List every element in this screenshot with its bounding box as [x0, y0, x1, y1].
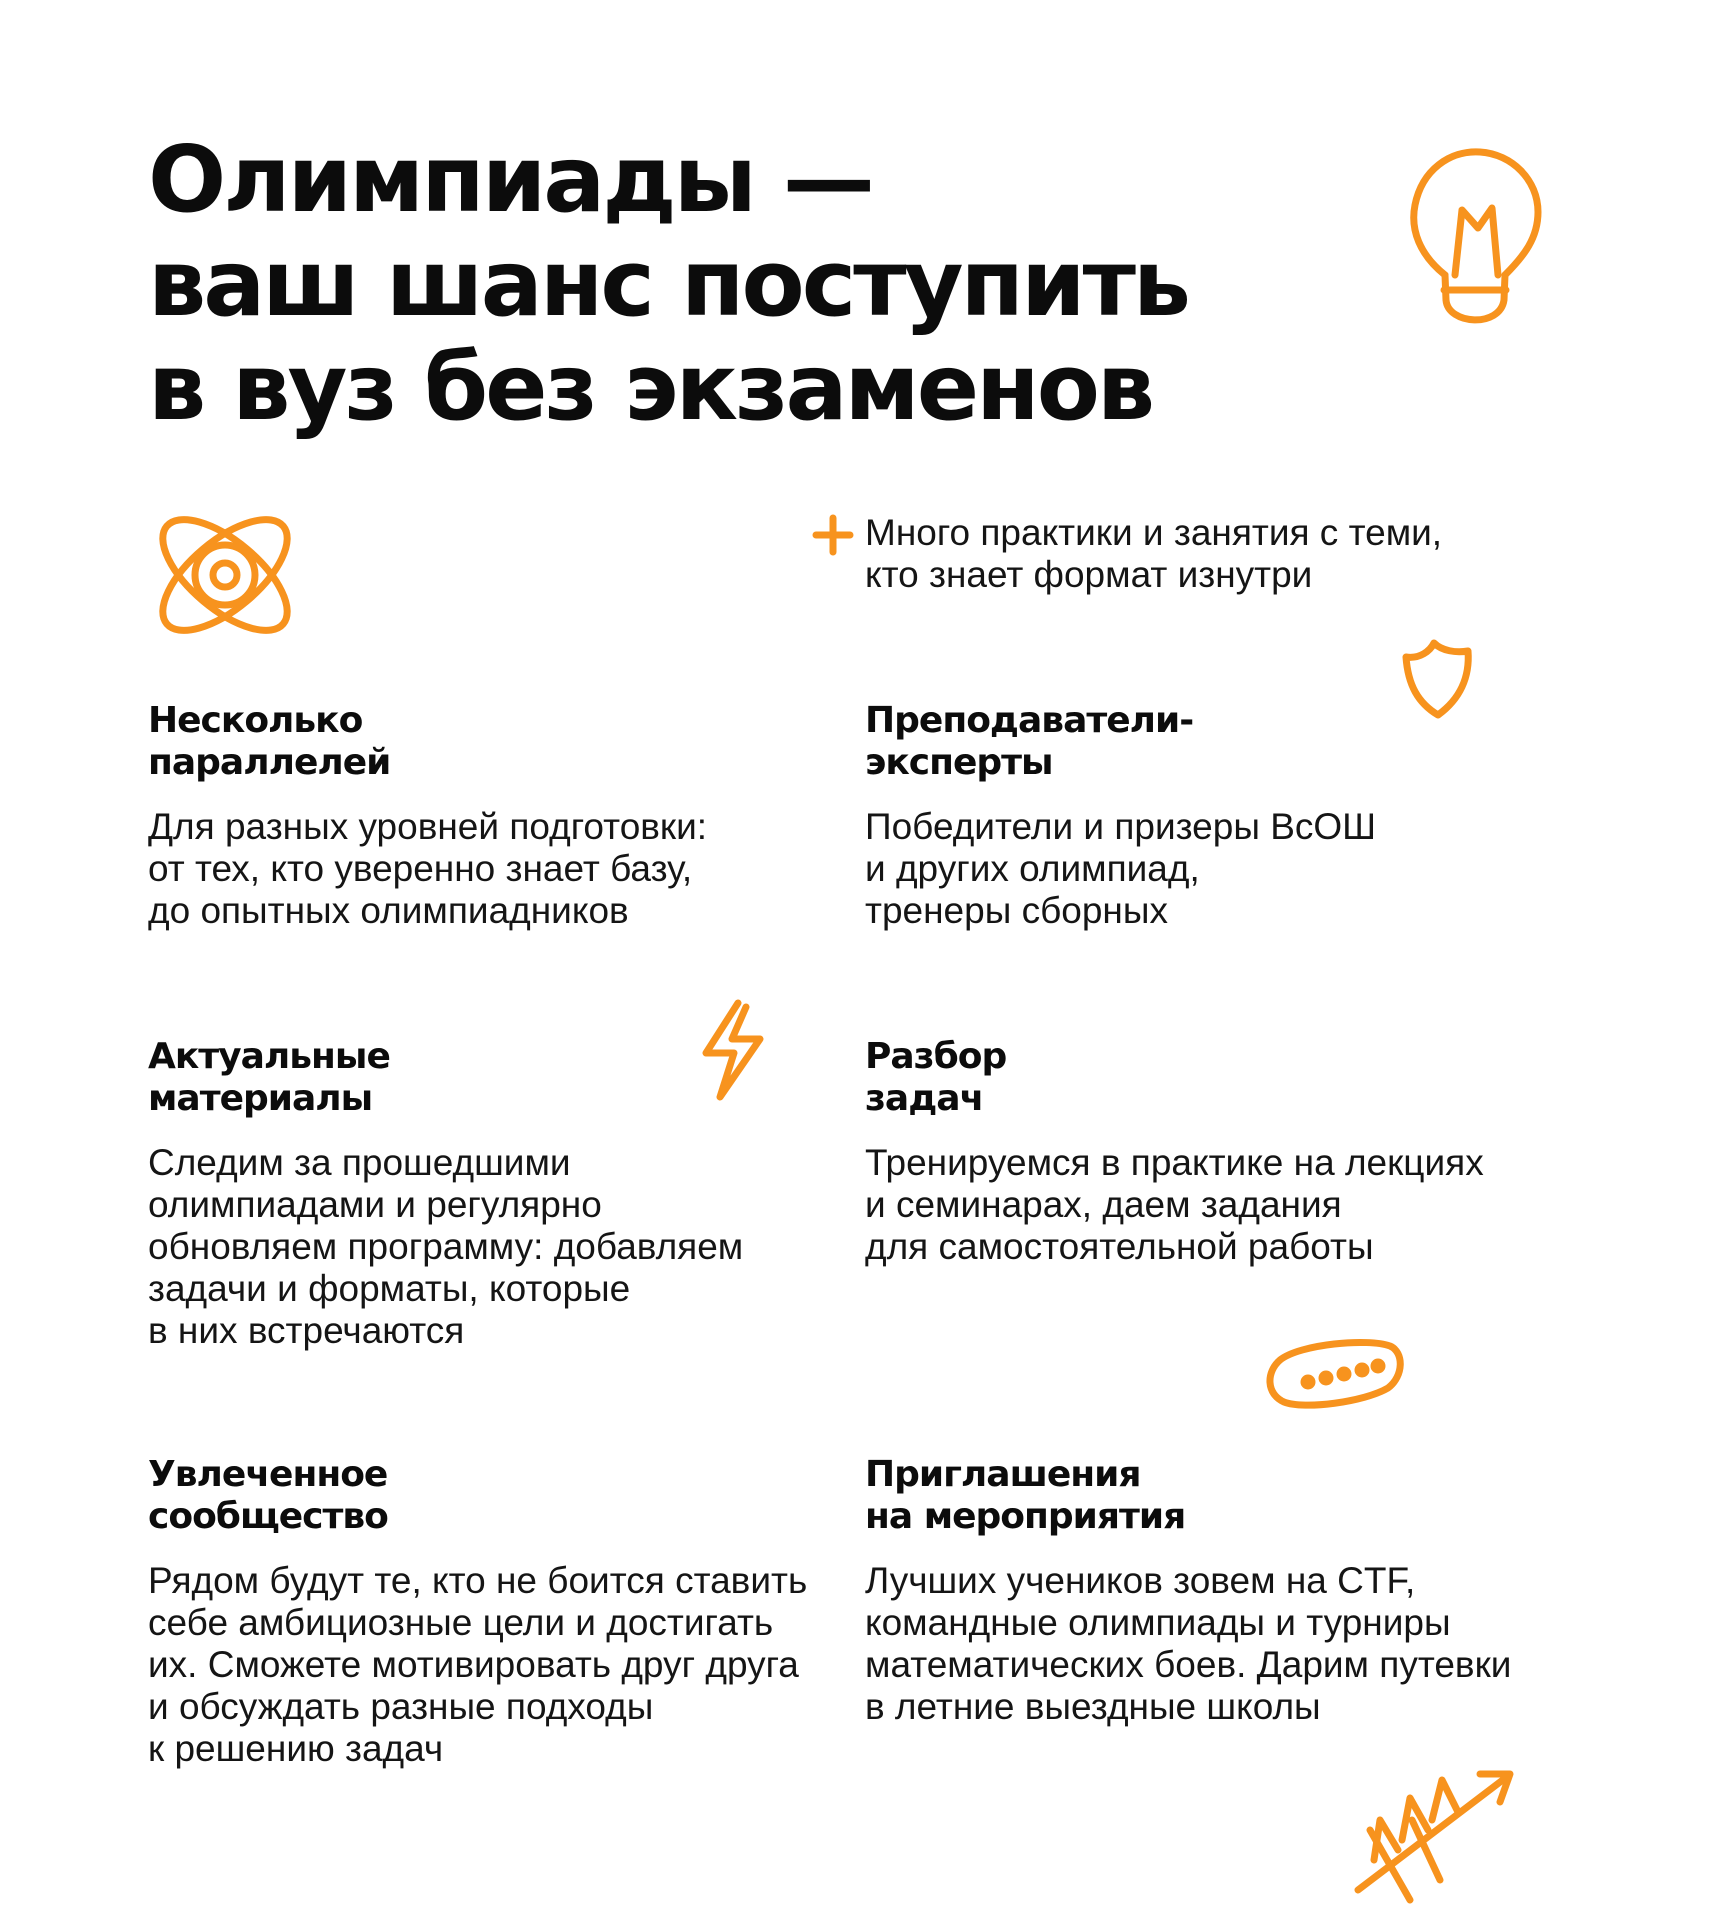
- feature-text-line: к решению задач: [148, 1728, 444, 1769]
- feature-text-line: тренеры сборных: [865, 890, 1168, 931]
- lightbulb-icon: [1400, 140, 1550, 340]
- feature-text: [865, 806, 1565, 932]
- feature-heading-line: Увлеченное: [148, 1454, 388, 1495]
- feature-text-line: себе амбициозные цели и достигать: [148, 1602, 774, 1643]
- practice-note: [865, 512, 1442, 596]
- feature-text-line: математических боев. Дарим путевки: [865, 1644, 1512, 1685]
- feature-text-line: Следим за прошедшими: [148, 1142, 571, 1183]
- feature-heading: [865, 700, 1565, 784]
- feature-text-line: до опытных олимпиадников: [148, 890, 629, 931]
- feature-heading-line: Несколько: [148, 700, 363, 741]
- feature-heading-line: Преподаватели-: [865, 700, 1194, 741]
- feature-text: [148, 806, 848, 932]
- note-line: кто знает формат изнутри: [865, 554, 1313, 595]
- feature-invitations: [865, 1454, 1565, 1728]
- growth-arrow-icon: [1340, 1740, 1540, 1910]
- feature-text-line: обновляем программу: добавляем: [148, 1226, 744, 1267]
- feature-materials: [148, 1036, 848, 1352]
- feature-text-line: Для разных уровней подготовки:: [148, 806, 708, 847]
- feature-experts: [865, 700, 1565, 932]
- feature-text: [865, 1560, 1565, 1728]
- feature-heading-line: задач: [865, 1078, 984, 1119]
- feature-heading: [148, 1454, 848, 1538]
- feature-text-line: Тренируемся в практике на лекциях: [865, 1142, 1484, 1183]
- feature-text-line: и обсуждать разные подходы: [148, 1686, 654, 1727]
- feature-text-line: Рядом будут те, кто не боится ставить: [148, 1560, 808, 1601]
- feature-problem-review: [865, 1036, 1565, 1268]
- feature-heading-line: эксперты: [865, 742, 1053, 783]
- feature-text-line: задачи и форматы, которые: [148, 1268, 631, 1309]
- feature-heading-line: Актуальные: [148, 1036, 390, 1077]
- plus-icon: [810, 512, 856, 558]
- atom-icon: [140, 490, 310, 660]
- feature-heading-line: на мероприятия: [865, 1496, 1186, 1537]
- feature-heading-line: Разбор: [865, 1036, 1007, 1077]
- note-line: Много практики и занятия с теми,: [865, 512, 1443, 553]
- feature-text-line: Победители и призеры ВсОШ: [865, 806, 1377, 847]
- title-line: ваш шанс поступить: [148, 230, 1189, 337]
- feature-heading: [148, 1036, 848, 1120]
- feature-heading: [865, 1454, 1565, 1538]
- feature-text-line: командные олимпиады и турниры: [865, 1602, 1451, 1643]
- feature-text-line: и семинарах, даем задания: [865, 1184, 1342, 1225]
- password-field-icon: [1260, 1330, 1410, 1420]
- feature-heading: [865, 1036, 1565, 1120]
- feature-community: [148, 1454, 848, 1770]
- feature-text-line: олимпиадами и регулярно: [148, 1184, 602, 1225]
- feature-parallels: [148, 700, 848, 932]
- feature-text: [865, 1142, 1565, 1268]
- feature-text: [148, 1142, 848, 1352]
- feature-text-line: в них встречаются: [148, 1310, 465, 1351]
- feature-text-line: от тех, кто уверенно знает базу,: [148, 848, 693, 889]
- feature-text-line: Лучших учеников зовем на CTF,: [865, 1560, 1416, 1601]
- page-title: [148, 128, 1188, 440]
- title-line: в вуз без экзаменов: [148, 334, 1153, 441]
- feature-text-line: в летние выездные школы: [865, 1686, 1321, 1727]
- feature-text-line: их. Сможете мотивировать друг друга: [148, 1644, 799, 1685]
- feature-text: [148, 1560, 848, 1770]
- feature-heading-line: материалы: [148, 1078, 373, 1119]
- feature-heading-line: сообщество: [148, 1496, 388, 1537]
- title-line: Олимпиады —: [148, 126, 872, 233]
- feature-text-line: для самостоятельной работы: [865, 1226, 1374, 1267]
- feature-heading-line: Приглашения: [865, 1454, 1141, 1495]
- feature-heading-line: параллелей: [148, 742, 391, 783]
- feature-heading: [148, 700, 848, 784]
- feature-text-line: и других олимпиад,: [865, 848, 1200, 889]
